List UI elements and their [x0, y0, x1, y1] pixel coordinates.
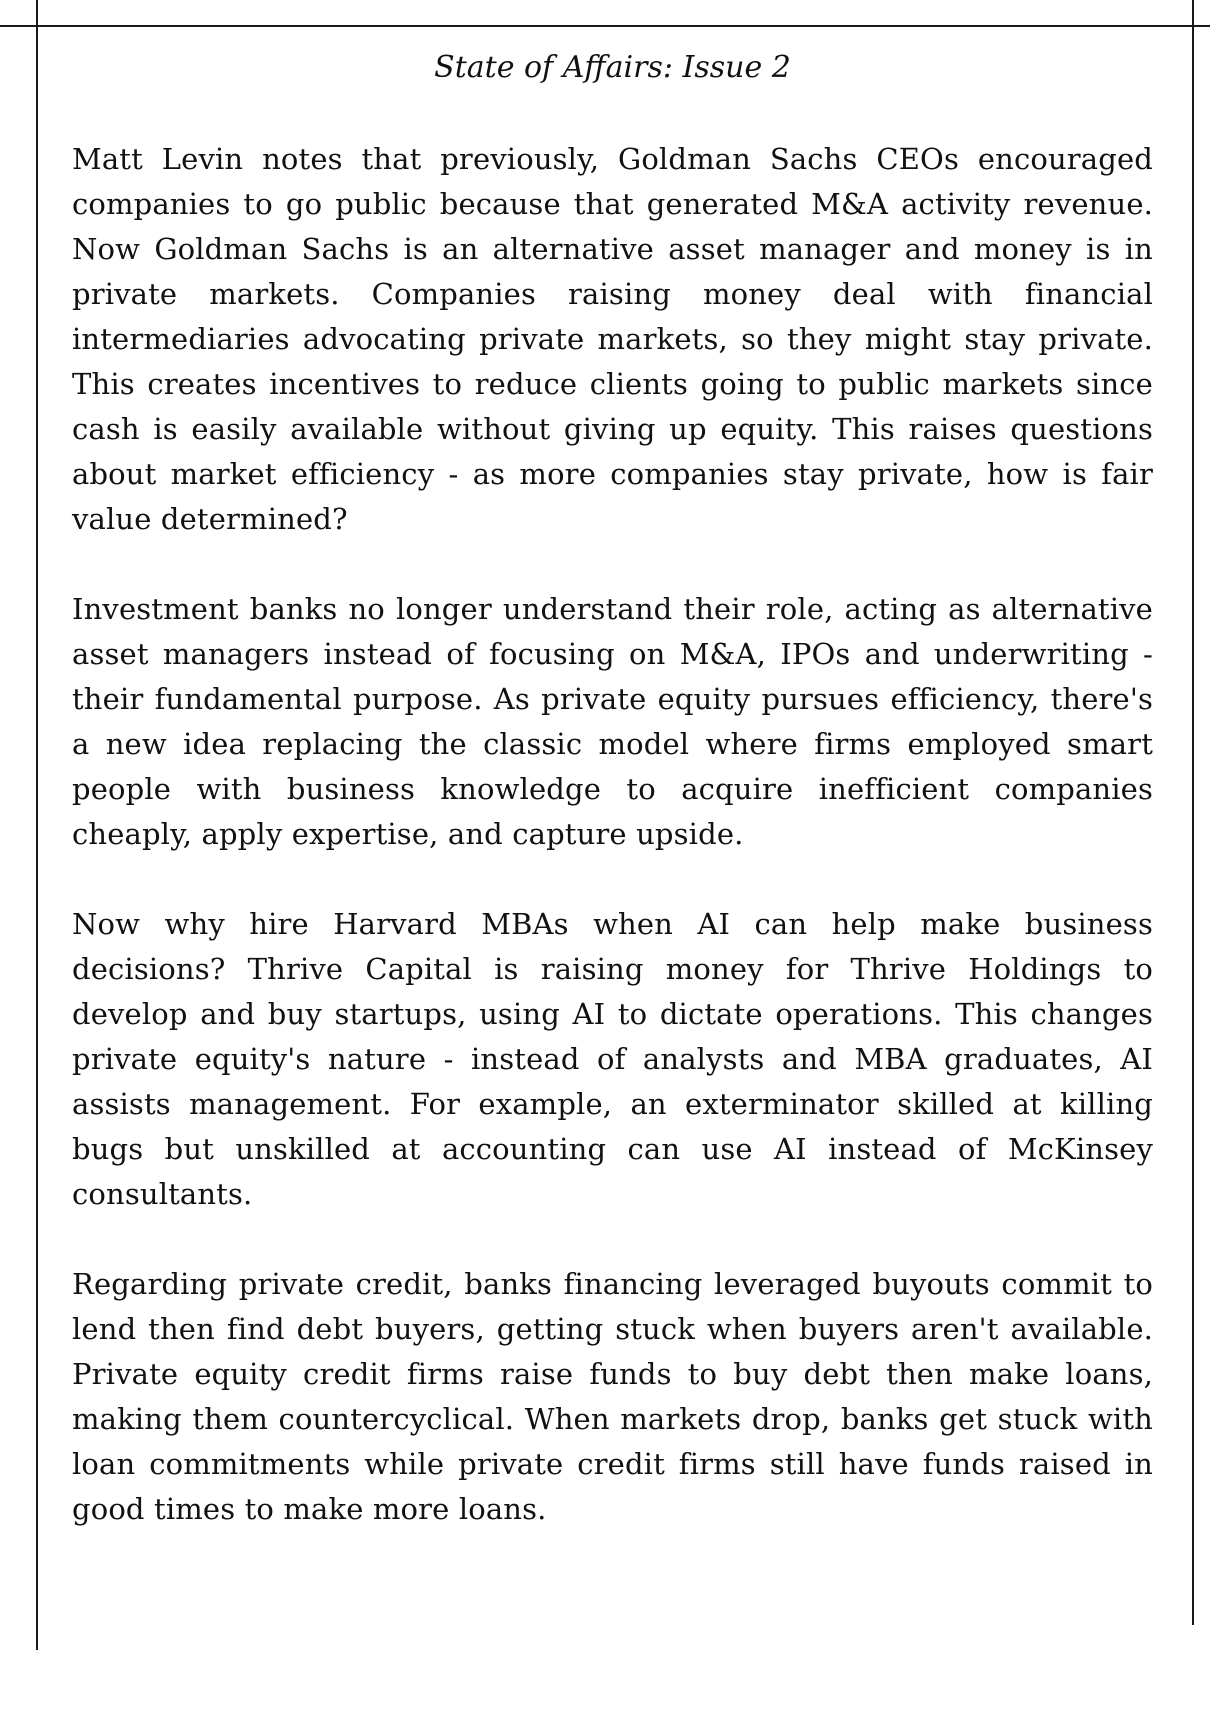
left-border-line: [36, 0, 38, 1650]
paragraph-goldman-sachs: Matt Levin notes that previously, Goldman Sachs CEOs encouraged companies to go public because that generated M&A activity revenue. Now Goldman Sachs is an alternative asset manager and money is in private markets. Companies raising money deal with financial intermediaries advocating private markets, so they might stay private. This creates incentives to reduce clients going to public markets since cash is easily available without giving up equity. This raises questions about market efficiency - as more companies stay private, how is fair value determined?: [72, 142, 1153, 536]
right-border-line: [1192, 0, 1194, 1625]
paragraph-private-credit: Regarding private credit, banks financing leveraged buyouts commit to lend then find debt buyers, getting stuck when buyers aren't available. Private equity credit firms raise funds to buy debt then make loans, making them countercyclical. When markets drop, banks get stuck with loan commitments while private credit firms still have funds raised in good times to make more loans.: [72, 1267, 1153, 1526]
paragraph-investment-banks: Investment banks no longer understand their role, acting as alternative asset managers instead of focusing on M&A, IPOs and underwriting - their fundamental purpose. As private equity pursues efficiency, there's a new idea replacing the classic model where firms employed smart people with business knowledge to acquire inefficient companies cheaply, apply expertise, and capture upside.: [72, 592, 1153, 851]
paragraph-ai-private-equity: Now why hire Harvard MBAs when AI can help make business decisions? Thrive Capital is raising money for Thrive Holdings to develop and buy startups, using AI to dictate operations. This changes private equity's nature - instead of analysts and MBA graduates, AI assists management. For example, an exterminator skilled at killing bugs but unskilled at accounting can use AI instead of McKinsey consultants.: [72, 907, 1153, 1211]
document-page: [72, 48, 1153, 1577]
top-border-line: [0, 25, 1210, 27]
page-title: State of Affairs: Issue 2: [434, 50, 791, 85]
